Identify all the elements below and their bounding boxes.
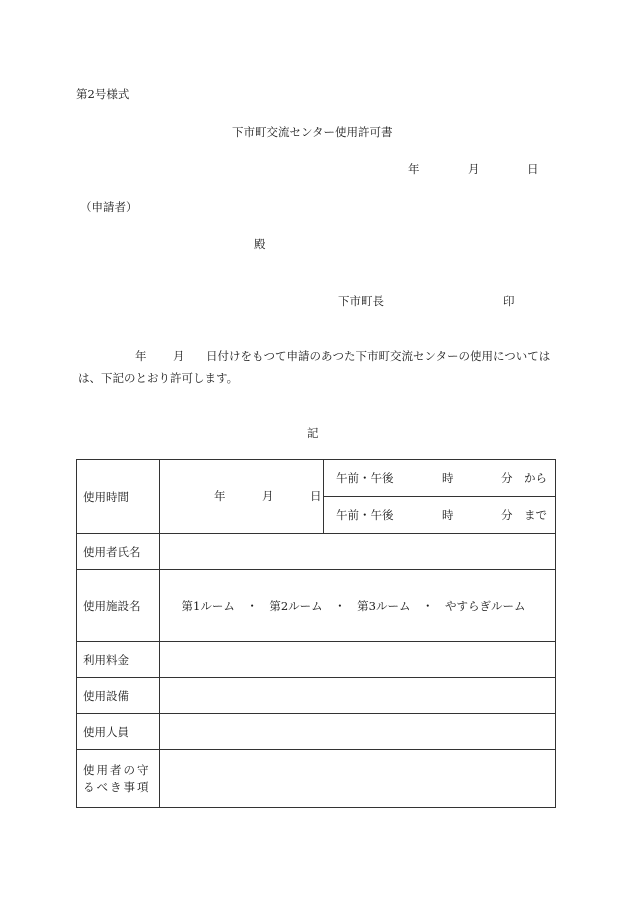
people-label: 使用人員 bbox=[77, 714, 160, 750]
table-date-year: 年 bbox=[214, 489, 226, 503]
end-time-cell bbox=[324, 497, 556, 534]
date-year: 年 bbox=[408, 162, 420, 176]
body-month: 月 bbox=[173, 349, 185, 363]
fee-label: 利用料金 bbox=[77, 642, 160, 678]
start-ampm: 午前・午後 bbox=[336, 471, 394, 485]
permit-table bbox=[76, 459, 556, 808]
equipment-label: 使用設備 bbox=[77, 678, 160, 714]
form-number: 第2号様式 bbox=[76, 87, 130, 101]
facility-label: 使用施設名 bbox=[77, 570, 160, 642]
end-ampm: 午前・午後 bbox=[336, 508, 394, 522]
addressee-suffix: 殿 bbox=[254, 237, 266, 251]
start-time-cell bbox=[324, 460, 556, 497]
applicant-label: （申請者） bbox=[80, 200, 138, 214]
start-suffix: から bbox=[524, 471, 547, 485]
date-day: 日 bbox=[527, 162, 539, 176]
issuer-name: 下市町長 bbox=[338, 294, 384, 308]
date-cell bbox=[160, 460, 324, 534]
start-hour: 時 bbox=[442, 471, 454, 485]
table-row bbox=[77, 750, 556, 808]
body-year: 年 bbox=[135, 349, 147, 363]
rules-label: 使用者の守るべき事項 bbox=[77, 750, 160, 808]
ki-heading: 記 bbox=[307, 426, 319, 440]
table-date-month: 月 bbox=[262, 489, 274, 503]
user-name-label: 使用者氏名 bbox=[77, 534, 160, 570]
table-date-day: 日 bbox=[310, 489, 322, 503]
table-row bbox=[77, 460, 556, 497]
end-hour: 時 bbox=[442, 508, 454, 522]
table-row bbox=[77, 642, 556, 678]
table-row bbox=[77, 678, 556, 714]
end-minute: 分 bbox=[501, 508, 513, 522]
body-line1-rest: 日付けをもつて申請のあつた下市町交流センターの使用については bbox=[206, 349, 551, 363]
date-month: 月 bbox=[468, 162, 480, 176]
table-row bbox=[77, 714, 556, 750]
start-minute: 分 bbox=[501, 471, 513, 485]
people-value bbox=[160, 714, 556, 750]
end-suffix: まで bbox=[524, 508, 547, 522]
seal-mark: 印 bbox=[503, 294, 515, 308]
equipment-value bbox=[160, 678, 556, 714]
user-name-value bbox=[160, 534, 556, 570]
rules-value bbox=[160, 750, 556, 808]
time-label: 使用時間 bbox=[77, 460, 160, 534]
document-title: 下市町交流センター使用許可書 bbox=[232, 125, 393, 139]
table-row bbox=[77, 570, 556, 642]
body-line2: は、下記のとおり許可します。 bbox=[78, 371, 239, 385]
fee-value bbox=[160, 642, 556, 678]
facility-options: 第1ルーム ・ 第2ルーム ・ 第3ルーム ・ やすらぎルーム bbox=[160, 570, 556, 642]
table-row bbox=[77, 534, 556, 570]
